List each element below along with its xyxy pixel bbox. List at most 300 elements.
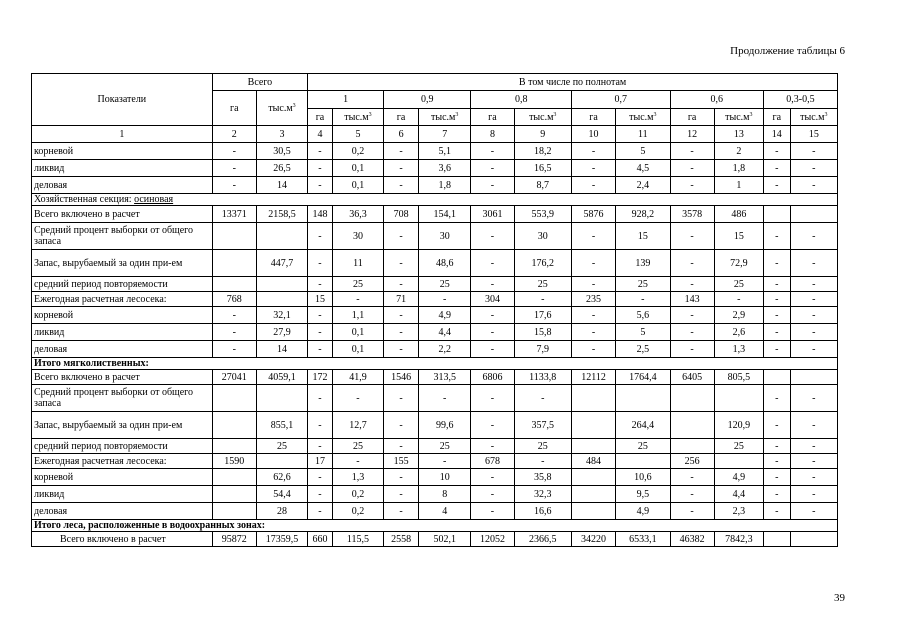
table-cell: - bbox=[670, 223, 714, 250]
table-cell: 12112 bbox=[571, 370, 615, 385]
table-cell: - bbox=[670, 503, 714, 520]
table-cell: - bbox=[471, 439, 514, 454]
table-cell: 2,4 bbox=[616, 177, 670, 194]
table-cell: 62,6 bbox=[256, 469, 307, 486]
table-cell: 1764,4 bbox=[616, 370, 670, 385]
forest-table bbox=[31, 73, 838, 547]
table-cell bbox=[763, 370, 790, 385]
table-cell: 2558 bbox=[384, 532, 419, 547]
table-cell: 95872 bbox=[212, 532, 256, 547]
table-cell bbox=[714, 385, 763, 412]
table-cell: 1,1 bbox=[332, 307, 383, 324]
table-cell bbox=[212, 277, 256, 292]
table-cell: 855,1 bbox=[256, 412, 307, 439]
table-cell: - bbox=[763, 469, 790, 486]
table-cell: - bbox=[790, 307, 837, 324]
table-cell: - bbox=[790, 454, 837, 469]
table-cell: - bbox=[308, 385, 333, 412]
table-cell: - bbox=[514, 385, 571, 412]
table-cell: - bbox=[308, 486, 333, 503]
table-cell bbox=[571, 486, 615, 503]
table-cell: 2,5 bbox=[616, 341, 670, 358]
row-label: Ежегодная расчетная лесосека: bbox=[32, 292, 213, 307]
table-cell: 16,5 bbox=[514, 160, 571, 177]
table-cell: 71 bbox=[384, 292, 419, 307]
table-cell: 2158,5 bbox=[256, 206, 307, 223]
header-total-ha: га bbox=[212, 91, 256, 126]
table-cell: 928,2 bbox=[616, 206, 670, 223]
header-density: 0,8 bbox=[471, 91, 572, 109]
table-cell: - bbox=[763, 223, 790, 250]
table-cell: - bbox=[790, 177, 837, 194]
table-cell: - bbox=[763, 439, 790, 454]
table-cell: - bbox=[790, 223, 837, 250]
table-cell: - bbox=[419, 385, 471, 412]
table-cell: - bbox=[471, 385, 514, 412]
row-label: ликвид bbox=[32, 160, 213, 177]
table-cell: 48,6 bbox=[419, 250, 471, 277]
table-cell bbox=[256, 454, 307, 469]
table-cell: - bbox=[471, 160, 514, 177]
table-cell bbox=[212, 503, 256, 520]
row-label: Запас, вырубаемый за один при-ем bbox=[32, 412, 213, 439]
table-cell bbox=[763, 532, 790, 547]
table-cell: 41,9 bbox=[332, 370, 383, 385]
table-cell: 36,3 bbox=[332, 206, 383, 223]
header-unit-ha: га bbox=[571, 109, 615, 126]
table-cell: 0,2 bbox=[332, 486, 383, 503]
table-cell: - bbox=[384, 486, 419, 503]
table-cell: 30 bbox=[514, 223, 571, 250]
table-cell: 28 bbox=[256, 503, 307, 520]
table-cell: 4,4 bbox=[419, 324, 471, 341]
table-cell: - bbox=[308, 160, 333, 177]
table-cell: - bbox=[571, 160, 615, 177]
row-label: деловая bbox=[32, 341, 213, 358]
table-cell: 0,1 bbox=[332, 160, 383, 177]
table-cell: 235 bbox=[571, 292, 615, 307]
table-cell: - bbox=[471, 250, 514, 277]
table-cell: - bbox=[571, 223, 615, 250]
table-cell: - bbox=[714, 292, 763, 307]
table-cell: - bbox=[384, 503, 419, 520]
table-cell bbox=[763, 206, 790, 223]
table-cell: 1133,8 bbox=[514, 370, 571, 385]
column-number: 11 bbox=[616, 126, 670, 143]
table-cell: - bbox=[571, 143, 615, 160]
table-cell: - bbox=[763, 341, 790, 358]
table-cell: 1546 bbox=[384, 370, 419, 385]
table-cell: - bbox=[384, 177, 419, 194]
table-cell bbox=[571, 439, 615, 454]
table-cell: - bbox=[514, 454, 571, 469]
column-number: 5 bbox=[332, 126, 383, 143]
table-cell: 32,3 bbox=[514, 486, 571, 503]
table-cell: - bbox=[471, 486, 514, 503]
table-cell: - bbox=[790, 250, 837, 277]
table-cell: - bbox=[763, 160, 790, 177]
table-cell: 256 bbox=[670, 454, 714, 469]
table-cell: 502,1 bbox=[419, 532, 471, 547]
table-row bbox=[32, 277, 838, 292]
table-cell: 1590 bbox=[212, 454, 256, 469]
table-cell: - bbox=[571, 324, 615, 341]
table-cell: - bbox=[471, 177, 514, 194]
row-label: Ежегодная расчетная лесосека: bbox=[32, 454, 213, 469]
table-cell: - bbox=[384, 277, 419, 292]
table-cell: 17 bbox=[308, 454, 333, 469]
table-cell: 15,8 bbox=[514, 324, 571, 341]
table-cell: - bbox=[670, 277, 714, 292]
table-cell: 2,3 bbox=[714, 503, 763, 520]
table-cell: 25 bbox=[332, 277, 383, 292]
table-cell: - bbox=[790, 143, 837, 160]
table-cell: - bbox=[308, 143, 333, 160]
table-cell: 805,5 bbox=[714, 370, 763, 385]
header-unit-vol: $тыс.м^3$ bbox=[616, 109, 670, 126]
table-cell: - bbox=[308, 503, 333, 520]
table-cell: - bbox=[790, 324, 837, 341]
table-cell: - bbox=[384, 439, 419, 454]
header-total-vol: $тыс.м^3$ bbox=[256, 91, 307, 126]
table-cell: 25 bbox=[256, 439, 307, 454]
table-cell: 7842,3 bbox=[714, 532, 763, 547]
table-cell bbox=[790, 370, 837, 385]
table-cell: - bbox=[471, 143, 514, 160]
table-cell: 32,1 bbox=[256, 307, 307, 324]
row-label: Всего включено в расчет bbox=[32, 206, 213, 223]
table-cell: 25 bbox=[616, 439, 670, 454]
table-cell: - bbox=[790, 469, 837, 486]
section-title: Итого леса, расположенные в водоохранных зонах: bbox=[32, 520, 838, 532]
table-cell: 46382 bbox=[670, 532, 714, 547]
table-cell: 34220 bbox=[571, 532, 615, 547]
table-cell: - bbox=[790, 385, 837, 412]
table-cell: 54,4 bbox=[256, 486, 307, 503]
table-cell bbox=[212, 223, 256, 250]
header-unit-ha: га bbox=[384, 109, 419, 126]
column-number: 6 bbox=[384, 126, 419, 143]
table-cell: - bbox=[571, 307, 615, 324]
table-cell: - bbox=[571, 250, 615, 277]
table-cell: - bbox=[763, 292, 790, 307]
table-cell: 25 bbox=[714, 277, 763, 292]
table-cell: 678 bbox=[471, 454, 514, 469]
table-cell: - bbox=[670, 341, 714, 358]
table-cell: - bbox=[670, 307, 714, 324]
table-cell bbox=[714, 454, 763, 469]
table-cell: 5876 bbox=[571, 206, 615, 223]
column-number: 9 bbox=[514, 126, 571, 143]
column-number: 13 bbox=[714, 126, 763, 143]
table-cell: - bbox=[384, 223, 419, 250]
header-density: 0,7 bbox=[571, 91, 670, 109]
table-row bbox=[32, 160, 838, 177]
table-cell: - bbox=[308, 412, 333, 439]
table-cell bbox=[616, 385, 670, 412]
table-cell: - bbox=[670, 160, 714, 177]
table-cell: 154,1 bbox=[419, 206, 471, 223]
table-cell: 768 bbox=[212, 292, 256, 307]
table-cell: 115,5 bbox=[332, 532, 383, 547]
table-cell bbox=[256, 385, 307, 412]
table-cell: 4 bbox=[419, 503, 471, 520]
header-unit-ha: га bbox=[670, 109, 714, 126]
table-cell: - bbox=[212, 177, 256, 194]
table-cell: - bbox=[571, 177, 615, 194]
table-row bbox=[32, 143, 838, 160]
row-label: ликвид bbox=[32, 324, 213, 341]
table-cell: 9,5 bbox=[616, 486, 670, 503]
table-cell: 3578 bbox=[670, 206, 714, 223]
table-cell: 5,6 bbox=[616, 307, 670, 324]
table-cell: - bbox=[384, 469, 419, 486]
table-row bbox=[32, 177, 838, 194]
table-cell: 264,4 bbox=[616, 412, 670, 439]
table-cell: - bbox=[212, 341, 256, 358]
table-row bbox=[32, 292, 838, 307]
table-cell: - bbox=[790, 341, 837, 358]
table-cell: 12052 bbox=[471, 532, 514, 547]
table-cell bbox=[670, 412, 714, 439]
table-row bbox=[32, 223, 838, 250]
table-row bbox=[32, 206, 838, 223]
table-cell: - bbox=[790, 160, 837, 177]
table-cell: 16,6 bbox=[514, 503, 571, 520]
table-cell: 484 bbox=[571, 454, 615, 469]
table-cell: - bbox=[332, 292, 383, 307]
table-cell: 27,9 bbox=[256, 324, 307, 341]
table-cell: 155 bbox=[384, 454, 419, 469]
table-cell: - bbox=[763, 324, 790, 341]
table-cell bbox=[790, 206, 837, 223]
table-cell: 2,9 bbox=[714, 307, 763, 324]
table-cell: 26,5 bbox=[256, 160, 307, 177]
table-cell: - bbox=[571, 277, 615, 292]
row-label: средний период повторяемости bbox=[32, 277, 213, 292]
table-cell bbox=[571, 385, 615, 412]
table-cell: 148 bbox=[308, 206, 333, 223]
table-cell: - bbox=[790, 503, 837, 520]
row-label: Всего включено в расчет bbox=[32, 370, 213, 385]
header-indicators: Показатели bbox=[32, 74, 213, 126]
header-by-density: В том числе по полнотам bbox=[308, 74, 838, 91]
table-cell: 11 bbox=[332, 250, 383, 277]
table-row bbox=[32, 307, 838, 324]
table-cell: 4,4 bbox=[714, 486, 763, 503]
table-cell: 10 bbox=[419, 469, 471, 486]
table-cell: - bbox=[308, 439, 333, 454]
table-cell: 35,8 bbox=[514, 469, 571, 486]
table-cell: 6405 bbox=[670, 370, 714, 385]
table-cell: - bbox=[471, 277, 514, 292]
table-cell bbox=[256, 223, 307, 250]
table-cell: 72,9 bbox=[714, 250, 763, 277]
table-cell: 5 bbox=[616, 324, 670, 341]
table-cell: - bbox=[790, 277, 837, 292]
table-cell: - bbox=[471, 324, 514, 341]
table-cell: - bbox=[471, 341, 514, 358]
table-row bbox=[32, 370, 838, 385]
table-cell: 4059,1 bbox=[256, 370, 307, 385]
table-cell: 120,9 bbox=[714, 412, 763, 439]
table-cell: 17,6 bbox=[514, 307, 571, 324]
header-unit-vol: $тыс.м^3$ bbox=[714, 109, 763, 126]
page-number: 39 bbox=[834, 592, 845, 604]
table-cell: 4,9 bbox=[616, 503, 670, 520]
table-cell: 25 bbox=[419, 439, 471, 454]
column-number: 10 bbox=[571, 126, 615, 143]
table-cell: 7,9 bbox=[514, 341, 571, 358]
table-cell: - bbox=[790, 292, 837, 307]
header-density: 0,9 bbox=[384, 91, 471, 109]
row-label: деловая bbox=[32, 177, 213, 194]
table-cell: 304 bbox=[471, 292, 514, 307]
table-cell: - bbox=[763, 486, 790, 503]
column-number: 2 bbox=[212, 126, 256, 143]
table-cell: 708 bbox=[384, 206, 419, 223]
table-cell: 313,5 bbox=[419, 370, 471, 385]
table-cell: - bbox=[419, 454, 471, 469]
column-number: 7 bbox=[419, 126, 471, 143]
table-row bbox=[32, 439, 838, 454]
table-cell: 8 bbox=[419, 486, 471, 503]
header-density: 1 bbox=[308, 91, 384, 109]
table-cell bbox=[256, 292, 307, 307]
table-cell bbox=[670, 385, 714, 412]
table-cell: 1,3 bbox=[332, 469, 383, 486]
table-cell: 25 bbox=[419, 277, 471, 292]
section-title: Хозяйственная секция: осиновая bbox=[32, 194, 838, 206]
table-cell: 2366,5 bbox=[514, 532, 571, 547]
table-row bbox=[32, 532, 838, 547]
table-cell: - bbox=[332, 385, 383, 412]
column-number: 8 bbox=[471, 126, 514, 143]
table-cell: - bbox=[471, 307, 514, 324]
table-cell: 12,7 bbox=[332, 412, 383, 439]
table-cell: 357,5 bbox=[514, 412, 571, 439]
table-cell: - bbox=[763, 177, 790, 194]
table-row bbox=[32, 503, 838, 520]
table-cell bbox=[212, 412, 256, 439]
column-number: 15 bbox=[790, 126, 837, 143]
table-cell: - bbox=[763, 385, 790, 412]
table-cell: - bbox=[471, 469, 514, 486]
table-cell: 4,5 bbox=[616, 160, 670, 177]
table-cell: - bbox=[763, 503, 790, 520]
row-label: средний период повторяемости bbox=[32, 439, 213, 454]
column-number: 3 bbox=[256, 126, 307, 143]
table-cell: 553,9 bbox=[514, 206, 571, 223]
table-cell: 0,1 bbox=[332, 324, 383, 341]
table-cell: 2,2 bbox=[419, 341, 471, 358]
table-cell: - bbox=[308, 277, 333, 292]
table-cell: - bbox=[308, 307, 333, 324]
table-cell: 6806 bbox=[471, 370, 514, 385]
table-cell bbox=[212, 385, 256, 412]
table-cell: - bbox=[616, 292, 670, 307]
table-cell: - bbox=[790, 486, 837, 503]
header-unit-ha: га bbox=[763, 109, 790, 126]
table-row bbox=[32, 412, 838, 439]
table-cell: - bbox=[212, 143, 256, 160]
table-cell: 13371 bbox=[212, 206, 256, 223]
table-cell: 1 bbox=[714, 177, 763, 194]
table-cell: - bbox=[763, 250, 790, 277]
table-cell: 5,1 bbox=[419, 143, 471, 160]
table-cell: 0,2 bbox=[332, 143, 383, 160]
table-cell: - bbox=[308, 177, 333, 194]
table-cell bbox=[212, 439, 256, 454]
header-unit-ha: га bbox=[471, 109, 514, 126]
header-density: 0,6 bbox=[670, 91, 763, 109]
table-cell bbox=[212, 469, 256, 486]
table-cell: 25 bbox=[514, 439, 571, 454]
table-cell: - bbox=[212, 307, 256, 324]
table-cell: - bbox=[763, 277, 790, 292]
table-cell bbox=[571, 469, 615, 486]
header-unit-ha: га bbox=[308, 109, 333, 126]
table-cell: 0,1 bbox=[332, 177, 383, 194]
table-cell: 25 bbox=[616, 277, 670, 292]
row-label: Запас, вырубаемый за один при-ем bbox=[32, 250, 213, 277]
table-cell: - bbox=[308, 469, 333, 486]
table-cell: 30 bbox=[419, 223, 471, 250]
table-cell: - bbox=[763, 454, 790, 469]
header-unit-vol: $тыс.м^3$ bbox=[332, 109, 383, 126]
table-cell: 143 bbox=[670, 292, 714, 307]
table-cell: - bbox=[763, 143, 790, 160]
table-cell: - bbox=[308, 324, 333, 341]
table-cell: 1,3 bbox=[714, 341, 763, 358]
table-cell: - bbox=[384, 143, 419, 160]
table-cell: 30,5 bbox=[256, 143, 307, 160]
table-row bbox=[32, 469, 838, 486]
table-caption: Продолжение таблицы 6 bbox=[730, 45, 845, 57]
table-cell: 27041 bbox=[212, 370, 256, 385]
column-number: 12 bbox=[670, 126, 714, 143]
table-cell: - bbox=[419, 292, 471, 307]
table-cell: - bbox=[384, 341, 419, 358]
column-number: 4 bbox=[308, 126, 333, 143]
header-total: Всего bbox=[212, 74, 307, 91]
table-cell: - bbox=[670, 177, 714, 194]
table-cell: 30 bbox=[332, 223, 383, 250]
table-cell bbox=[571, 503, 615, 520]
table-cell: 25 bbox=[714, 439, 763, 454]
table-cell: 8,7 bbox=[514, 177, 571, 194]
table-cell: 14 bbox=[256, 341, 307, 358]
table-cell: 3,6 bbox=[419, 160, 471, 177]
table-cell: 660 bbox=[308, 532, 333, 547]
table-cell: 486 bbox=[714, 206, 763, 223]
table-cell: - bbox=[670, 250, 714, 277]
row-label: корневой bbox=[32, 469, 213, 486]
table-cell: 15 bbox=[616, 223, 670, 250]
table-cell: 1,8 bbox=[714, 160, 763, 177]
table-cell: 4,9 bbox=[714, 469, 763, 486]
row-label: корневой bbox=[32, 307, 213, 324]
table-cell: 10,6 bbox=[616, 469, 670, 486]
table-cell: - bbox=[763, 307, 790, 324]
table-cell: 139 bbox=[616, 250, 670, 277]
row-label: ликвид bbox=[32, 486, 213, 503]
table-cell: - bbox=[308, 223, 333, 250]
table-row bbox=[32, 385, 838, 412]
table-cell: 4,9 bbox=[419, 307, 471, 324]
header-unit-vol: $тыс.м^3$ bbox=[419, 109, 471, 126]
table-row bbox=[32, 250, 838, 277]
